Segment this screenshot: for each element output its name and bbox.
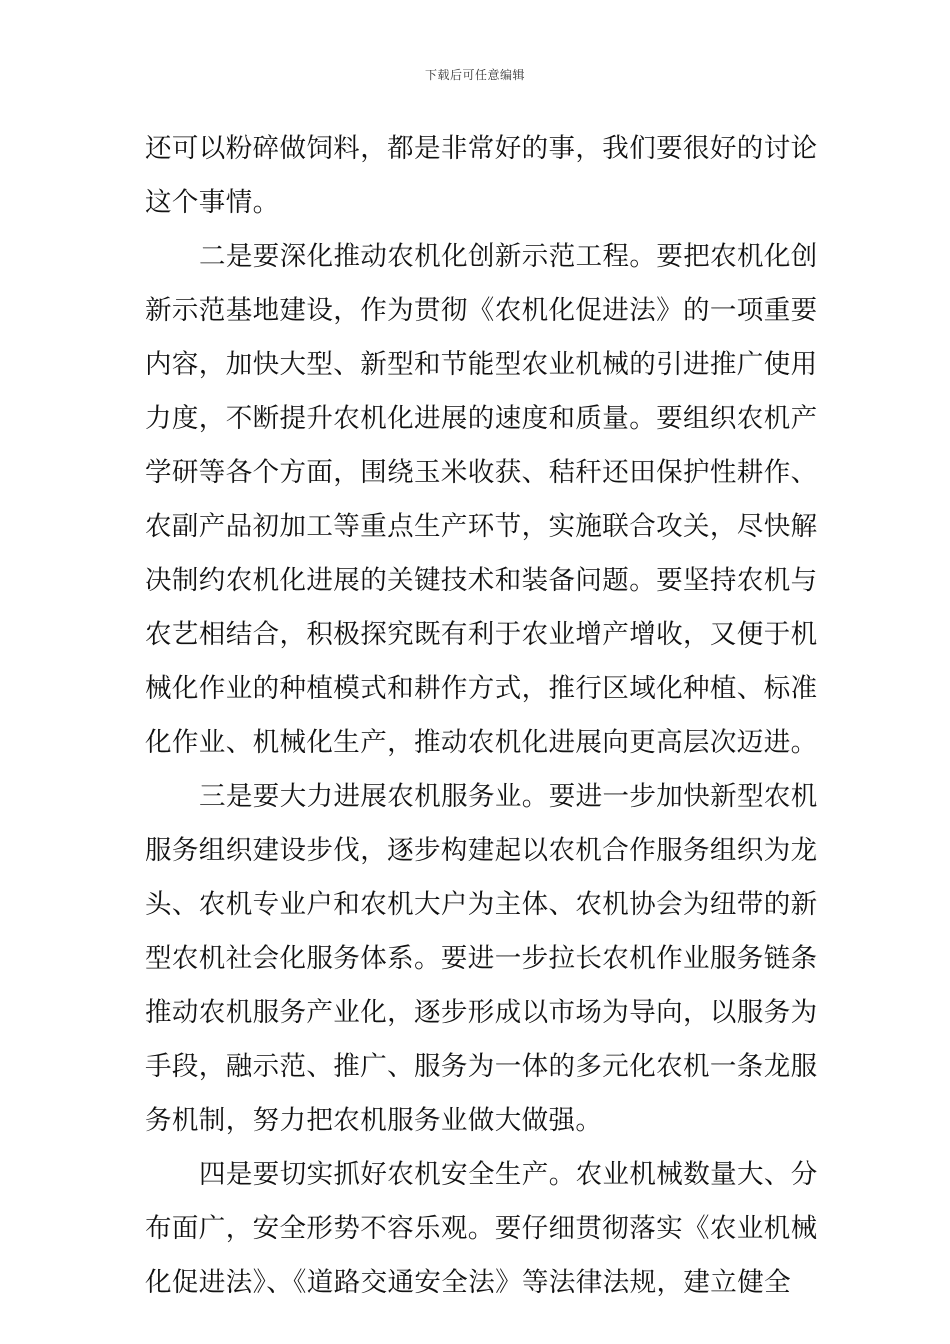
text-line: 学研等各个方面，围绕玉米收获、秸秆还田保护性耕作、 (145, 457, 818, 488)
paragraph-start-line: 四是要切实抓好农机安全生产。农业机械数量大、分 (199, 1159, 818, 1190)
document-body (145, 122, 818, 1310)
text-line: 农副产品初加工等重点生产环节，实施联合攻关，尽快解 (145, 511, 818, 542)
text-line: 化作业、机械化生产，推动农机化进展向更高层次迈进。 (145, 727, 818, 758)
text-line: 农艺相结合，积极探究既有利于农业增产增收，又便于机 (145, 619, 818, 650)
text-line: 务机制，努力把农机服务业做大做强。 (145, 1105, 603, 1136)
text-line: 力度，不断提升农机化进展的速度和质量。要组织农机产 (145, 403, 818, 434)
text-line: 型农机社会化服务体系。要进一步拉长农机作业服务链条 (145, 943, 818, 974)
text-line: 这个事情。 (145, 187, 280, 218)
text-line: 新示范基地建设，作为贯彻《农机化促进法》的一项重要 (145, 295, 818, 326)
text-line: 手段，融示范、推广、服务为一体的多元化农机一条龙服 (145, 1051, 818, 1082)
paragraph-start-line: 二是要深化推动农机化创新示范工程。要把农机化创 (199, 241, 818, 272)
paragraph-start-line: 三是要大力进展农机服务业。要进一步加快新型农机 (199, 781, 818, 812)
text-line: 头、农机专业户和农机大户为主体、农机协会为纽带的新 (145, 889, 818, 920)
page-header-note: 下载后可任意编辑 (424, 68, 525, 82)
text-line: 决制约农机化进展的关键技术和装备问题。要坚持农机与 (145, 565, 818, 596)
text-line: 布面广，安全形势不容乐观。要仔细贯彻落实《农业机械 (145, 1213, 818, 1244)
text-line: 服务组织建设步伐，逐步构建起以农机合作服务组织为龙 (145, 835, 818, 866)
text-line: 推动农机服务产业化，逐步形成以市场为导向，以服务为 (145, 997, 818, 1028)
text-line: 械化作业的种植模式和耕作方式，推行区域化种植、标准 (145, 673, 818, 704)
text-line: 还可以粉碎做饲料，都是非常好的事，我们要很好的讨论 (145, 133, 818, 164)
text-line: 内容，加快大型、新型和节能型农业机械的引进推广使用 (145, 349, 818, 380)
text-line: 化促进法》、《道路交通安全法》等法律法规，建立健全 (145, 1267, 791, 1298)
